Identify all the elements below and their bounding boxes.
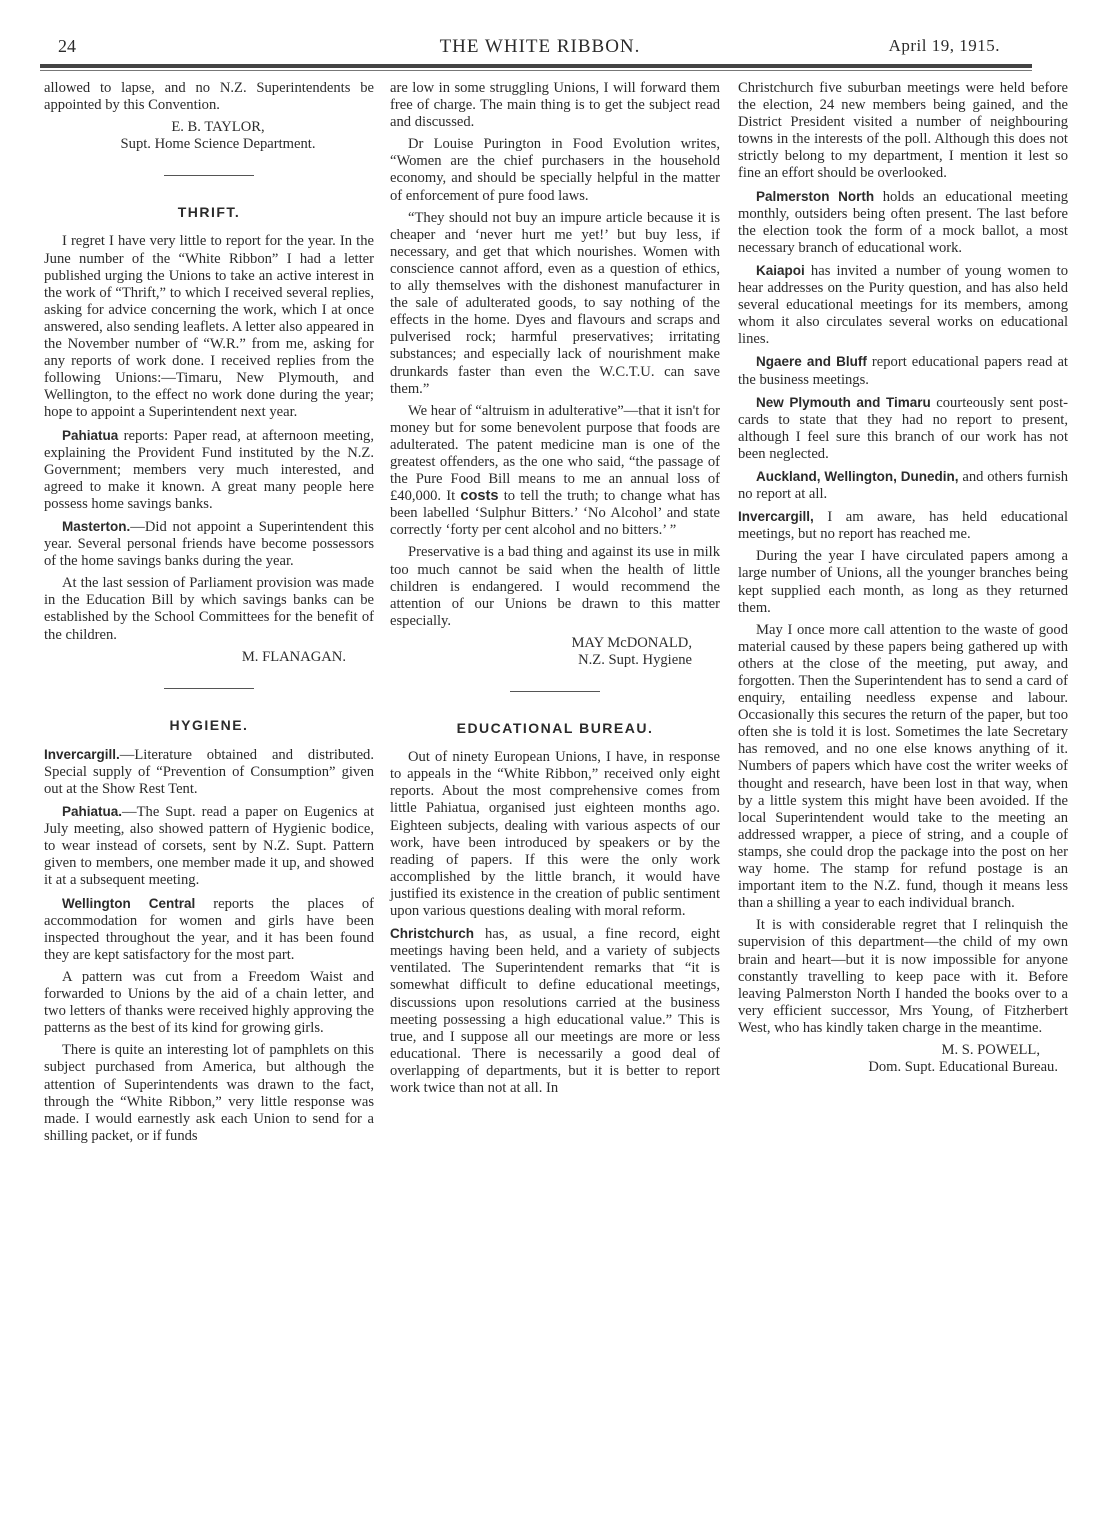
paragraph: There is quite an interesting lot of pamphlets on this subject purchased from America, but although the attention of Superintendents was drawn to the fact, through the “White Ribbon,” very little response was made. I would earnestly ask each Union to send for a shilling packet, or if funds bbox=[44, 1042, 374, 1144]
paragraph bbox=[44, 427, 374, 513]
paragraph-text: reports: Paper read, at afternoon meeting, explaining the Provident Fund instituted by the N.Z. Government; members very much interested, and agreed to make it known. A great many people here possess home savings banks. bbox=[44, 427, 374, 512]
paragraph bbox=[738, 262, 1068, 348]
paragraph-text: has invited a number of young women to hear addresses on the Purity question, and has also held several educational meetings for its members, among whom it also circulates several works on educational lines. bbox=[738, 262, 1068, 348]
paragraph bbox=[390, 403, 720, 540]
paragraph: May I once more call attention to the waste of good material caused by these papers being gathered up with others at the close of the meeting, put away, and forgotten. Then the Superintendent has to send a card of enquiry, entailing needless expense and labour. Occasionally this secures the return of the paper, but too often she is told it is lost. Sometimes the late Secretary has removed, and no one else knows anything of it. Numbers of papers which have cost the writer weeks of thought and research, have been lost in that way, when by a little system this might have been avoided. If the local Superintendent would take to the meeting an addressed wrapper, a piece of string, and a couple of stamps, she could drop the package into the post on her way home. The stamp for refund postage is an important item to the N.Z. fund, though it means less than a shilling a year to each individual branch. bbox=[738, 621, 1068, 912]
paragraph: allowed to lapse, and no N.Z. Superintendents be appointed by this Convention. bbox=[44, 80, 374, 114]
signature-title: Supt. Home Science Department. bbox=[120, 136, 316, 153]
section-heading-thrift: THRIFT. bbox=[177, 204, 241, 221]
signature-title: N.Z. Supt. Hygiene bbox=[578, 652, 692, 668]
paragraph: “They should not buy an impure article because it is cheaper and ‘never hurt me yet!’ but buy less, if necessary, and get that which nourishes. Women with conscience cannot afford, even as a question of ethics, to ally themselves with the dishonest manufacturer in the sale of adulterated goods, to say nothing of the effects in the home. Dyes and flavours and scraps and pulverised rock; harmful preservatives; irritating substances; and especially lack of nourishment make drunkards faster than even the W.C.T.U. can save them.” bbox=[390, 209, 720, 397]
publication-title: THE WHITE RIBBON. bbox=[439, 36, 641, 57]
section-divider bbox=[164, 688, 254, 689]
paragraph: Christchurch five suburban meetings were held before the election, 24 new members being gained, and the District President visited a number of neighbouring towns in the interests of the poll. Although this does not strictly belong to my department, I mention it lest so fine an effort should be overlooked. bbox=[738, 80, 1068, 182]
paragraph bbox=[738, 508, 1068, 543]
column-2 bbox=[390, 80, 720, 1102]
emphasis: costs bbox=[460, 488, 499, 505]
paragraph-text: We hear of “altruism in adulterative”—that it isn't for money but for some benevolent purpose that foods are adulterated. The patent medicine man is one of the greatest offenders, as the one who said, “the passage of the Pure Food Bill means to me an annual loss of £40,000. It bbox=[390, 402, 720, 505]
paragraph bbox=[44, 895, 374, 964]
header-rule-thin bbox=[40, 70, 1032, 71]
signature-title: Dom. Supt. Educational Bureau. bbox=[868, 1059, 1058, 1076]
union-name: Masterton. bbox=[62, 518, 131, 534]
paragraph-text: courteously sent post-cards to state that they had no report to present, although I feel sure this branch of our work has not been neglected. bbox=[738, 394, 1069, 462]
section-divider bbox=[510, 691, 600, 692]
column-3 bbox=[738, 80, 1068, 1076]
paragraph-text: reports the places of accommodation for women and girls have been inspected throughout the year, and it has been found they are kept satisfactory for the most part. bbox=[44, 895, 374, 963]
header-rule bbox=[40, 64, 1032, 68]
signature-name: M. S. POWELL, bbox=[941, 1041, 1040, 1058]
paragraph bbox=[44, 746, 374, 798]
signature-name: MAY McDONALD, bbox=[571, 634, 692, 651]
paragraph-text: report educational papers read at the business meetings. bbox=[738, 354, 1068, 388]
paragraph: Preservative is a bad thing and against its use in milk too much cannot be said when the health of little children is endangered. I would recommend the attention of our Unions be drawn to this matter especially. bbox=[390, 544, 720, 629]
paragraph: I regret I have very little to report for the year. In the June number of the “White Ribbon” I had a letter published urging the Unions to take an active interest in the work of “Thrift,” to which I received several replies, asking for advice concerning the work, which I at once answered, also sending leaflets. A letter also appeared in the November number of “W.R.” from me, asking for any reports of work done. I received replies from the following Unions:—Timaru, New Plymouth, and Wellington, to the effect no work done during the year; hope to appoint a Superintendent next year. bbox=[44, 233, 374, 421]
paragraph bbox=[44, 518, 374, 570]
paragraph bbox=[738, 468, 1068, 503]
paragraph: are low in some struggling Unions, I will forward them free of charge. The main thing is to get the subject read and discussed. bbox=[390, 80, 720, 131]
union-name: Christchurch bbox=[390, 926, 475, 942]
paragraph: A pattern was cut from a Freedom Waist and forwarded to Unions by the aid of a chain letter, and two letters of thanks were received highly approving the patterns as the best of its kind for growing girls. bbox=[44, 968, 374, 1037]
issue-date: April 19, 1915. bbox=[888, 36, 1000, 55]
paragraph-text: I am aware, has held educational meetings, but no report has reached me. bbox=[738, 509, 1068, 543]
union-name: Auckland, Wellington, Dunedin, bbox=[756, 468, 959, 484]
union-name: Kaiapoi bbox=[756, 262, 805, 278]
section-heading-educational-bureau: EDUCATIONAL BUREAU. bbox=[456, 720, 654, 737]
paragraph bbox=[390, 925, 720, 1097]
paragraph bbox=[738, 394, 1068, 463]
paragraph: During the year I have circulated papers among a large number of Unions, all the younger branches being kept supplied each month, as long as they returned them. bbox=[738, 548, 1068, 616]
paragraph: Out of ninety European Unions, I have, in response to appeals in the “White Ribbon,” received only eight reports. About the most comprehensive comes from little Pahiatua, organised just eighteen months ago. Eighteen subjects, dealing with various aspects of our work, have been introduced by speakers or by the reading of papers. If this were the only work accomplished by the little branch, it would have justified its existence in the creation of public sentiment upon various questions dealing with moral reform. bbox=[390, 749, 720, 920]
page-header bbox=[40, 28, 1040, 68]
union-name: Pahiatua bbox=[62, 427, 119, 443]
signature-name: M. FLANAGAN. bbox=[241, 648, 346, 665]
union-name: Invercargill, bbox=[738, 509, 814, 525]
paragraph bbox=[738, 353, 1068, 388]
union-name: Pahiatua. bbox=[62, 804, 123, 820]
paragraph-text: holds an educational meeting monthly, outsiders being often present. The last before the election took the form of a mock ballot, a most necessary branch of educational work. bbox=[738, 188, 1068, 256]
paragraph-text: and others furnish no report at all. bbox=[738, 468, 1069, 503]
union-name: New Plymouth and Timaru bbox=[756, 394, 931, 410]
union-name: Ngaere and Bluff bbox=[756, 354, 867, 370]
page-number: 24 bbox=[58, 36, 76, 56]
paragraph: Dr Louise Purington in Food Evolution writes, “Women are the chief purchasers in the household economy, and should be specially helpful in the matter of enforcement of pure food laws. bbox=[390, 136, 720, 204]
section-heading-hygiene: HYGIENE. bbox=[169, 716, 249, 733]
paragraph bbox=[738, 188, 1068, 257]
paragraph: It is with considerable regret that I relinquish the supervision of this department—the child of my own brain and heart—but it is now impossible for anyone constantly travelling to keep pace with it. Before leaving Palmerston North I handed the books over to a very efficient successor, Mrs Young, of Fitzherbert West, who has kindly taken charge in the meantime. bbox=[738, 917, 1068, 1036]
union-name: Wellington Central bbox=[62, 895, 196, 911]
signature-name: E. B. TAYLOR, bbox=[171, 119, 265, 136]
union-name: Invercargill. bbox=[44, 746, 120, 762]
paragraph: At the last session of Parliament provision was made in the Education Bill by which savings banks can be established by the School Committees for the benefit of the children. bbox=[44, 575, 374, 643]
paragraph-text: —The Supt. read a paper on Eugenics at July meeting, also showed pattern of Hygienic bodice, to wear instead of corsets, sent by N.Z. Supt. Pattern given to members, one member made it up, and showed it at a subsequent meeting. bbox=[44, 804, 374, 889]
paragraph-text: has, as usual, a fine record, eight meetings having been held, and a variety of subjects ventilated. The Superintendent remarks that “it is somewhat difficult to define educational meetings, discussions upon resolutions carried at the business meeting possessing a high educational value.” This is true, and I suppose all our meetings are more or less educational. There is necessarily a good deal of overlapping of departments, but it is better to report work twice than not at all. In bbox=[390, 926, 720, 1096]
union-name: Palmerston North bbox=[756, 188, 875, 204]
paragraph bbox=[44, 803, 374, 889]
paragraph-text: to tell the truth; to change what has been labelled ‘Sulphur Bitters.’ ‘No Alcohol’ and state correctly ‘forty per cent alcohol and no bitters.’ ” bbox=[390, 488, 721, 539]
paragraph-text: —Literature obtained and distributed. Special supply of “Prevention of Consumption” given out at the Show Rest Tent. bbox=[44, 746, 374, 797]
column-1 bbox=[44, 80, 374, 1150]
section-divider bbox=[164, 175, 254, 176]
paragraph-text: —Did not appoint a Superintendent this year. Several personal friends have become possessors of the home savings banks during the year. bbox=[44, 518, 374, 570]
